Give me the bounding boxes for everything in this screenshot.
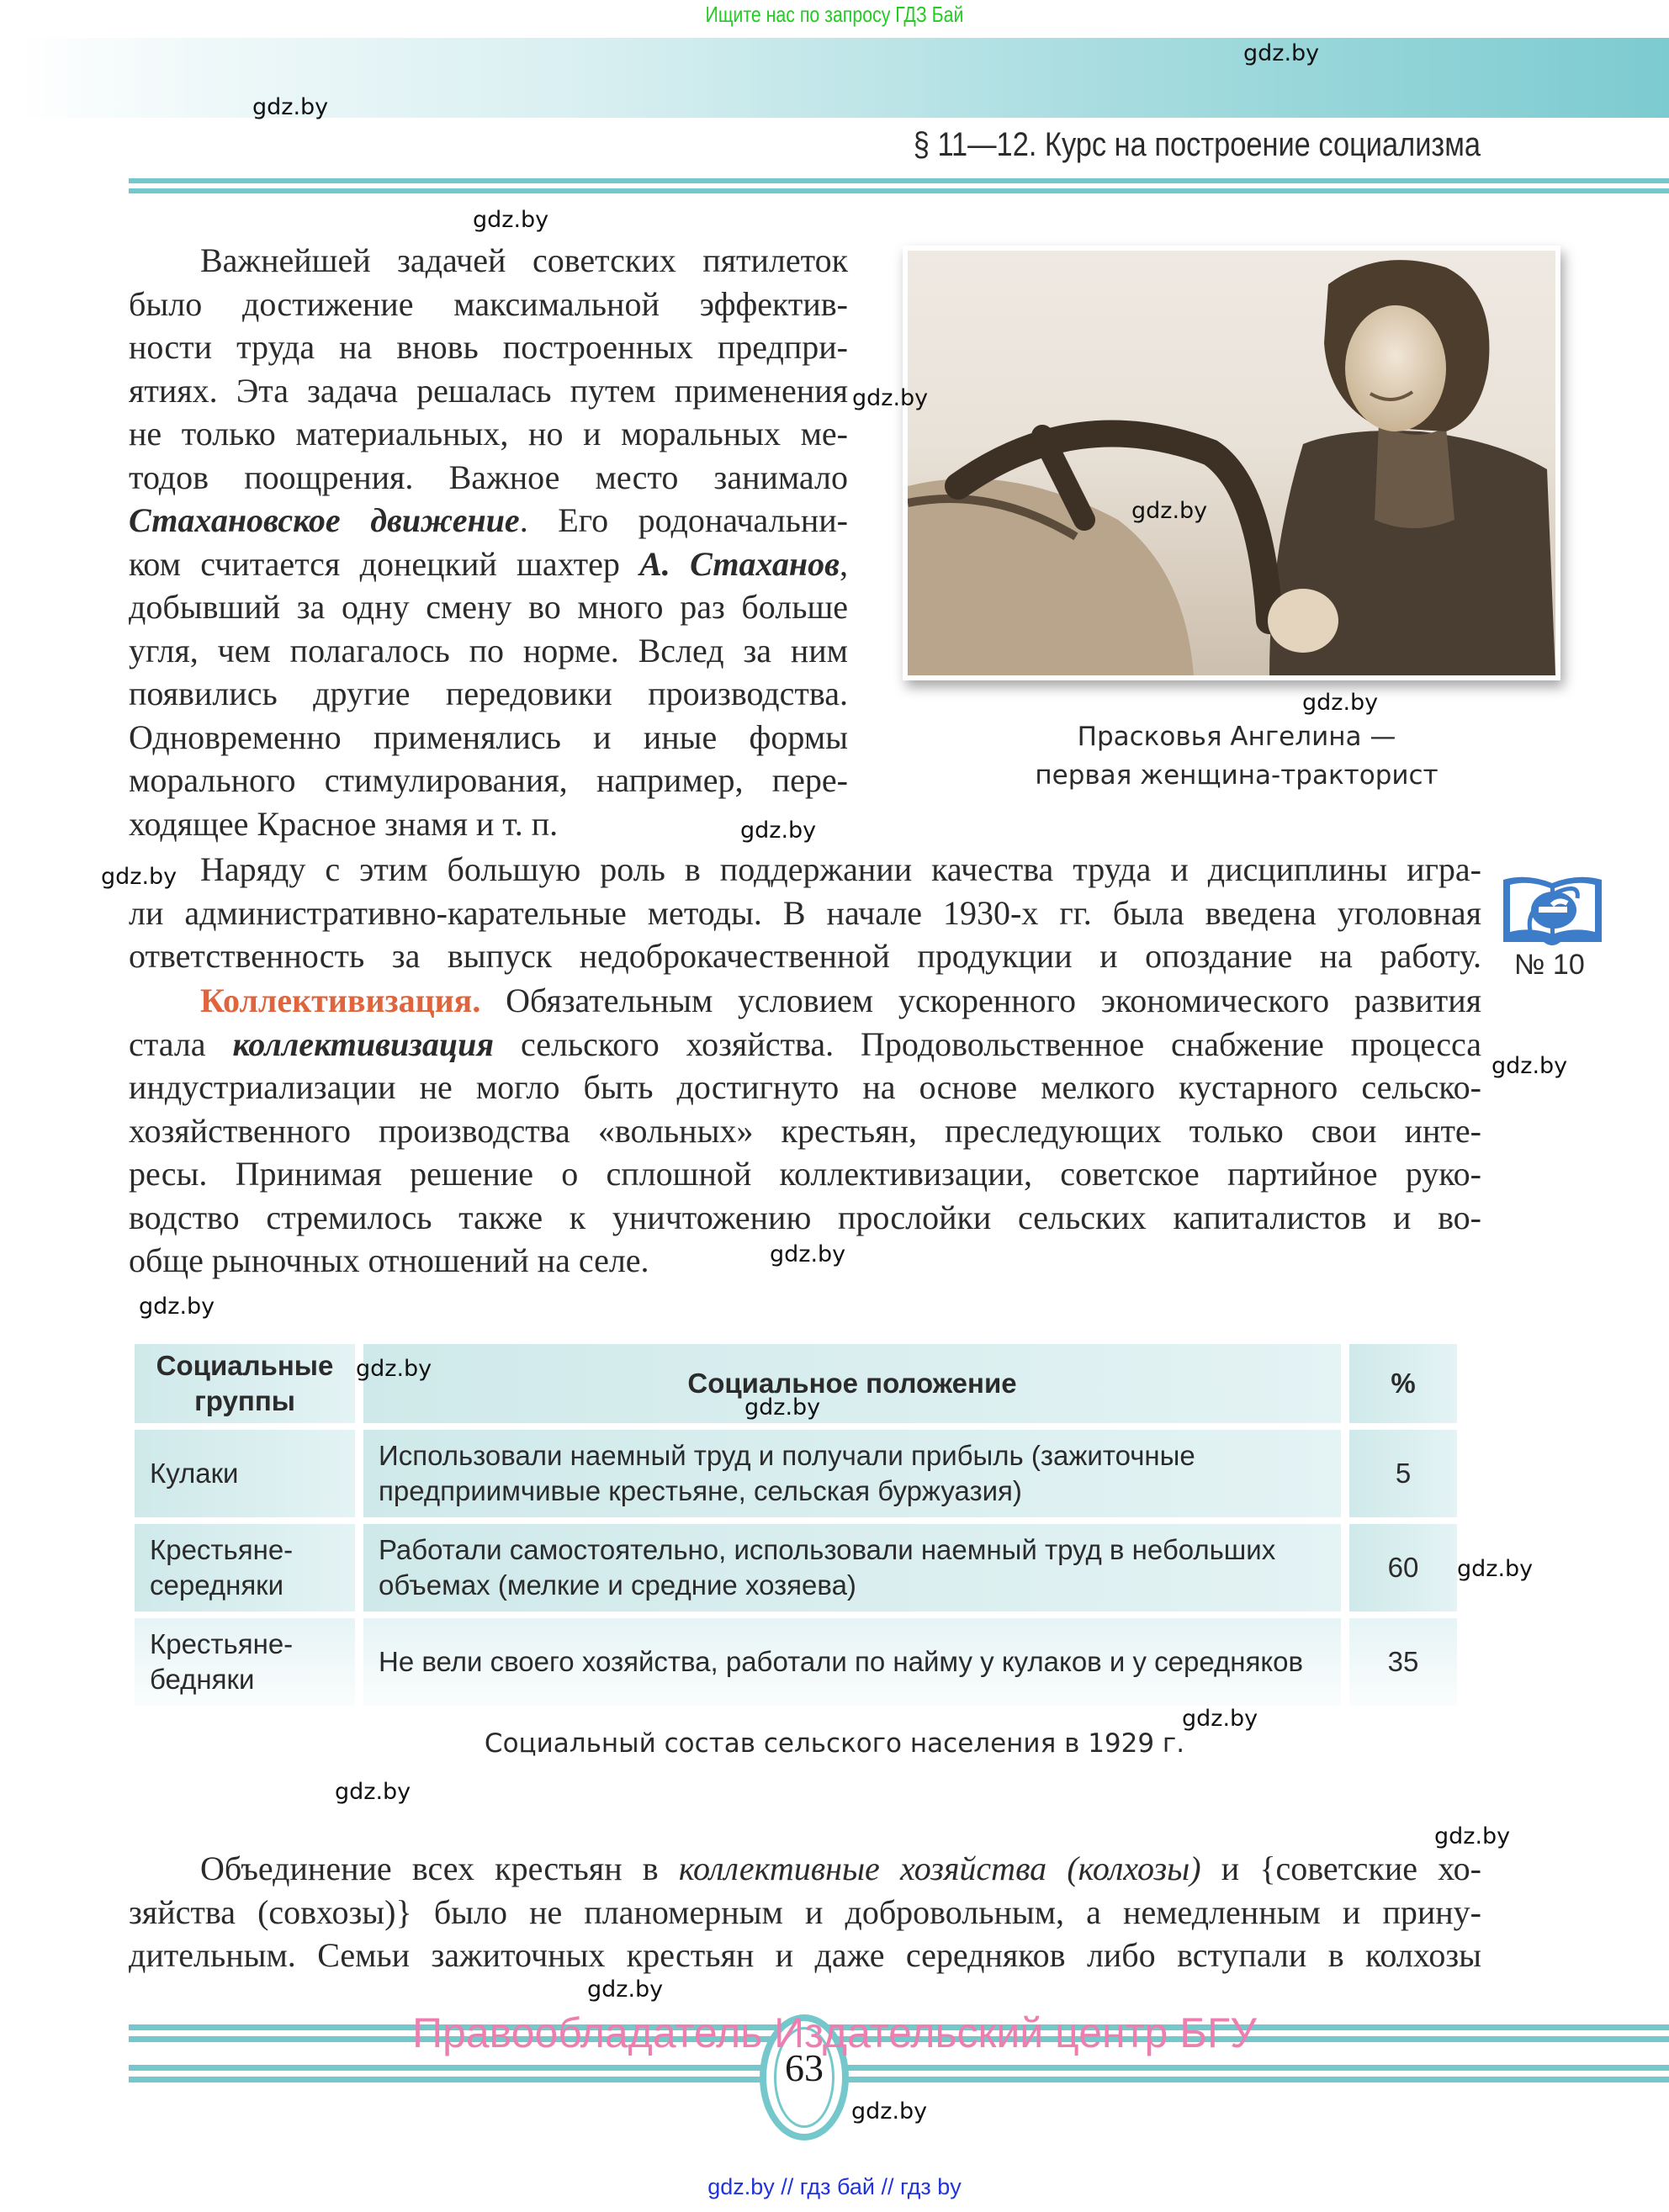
gdz-watermark: gdz.by — [1243, 40, 1320, 66]
text-line: дительным. Семьи зажиточных крестьян и даже середняков либо вступали в колхозы — [129, 1936, 1481, 1974]
photo-caption-line2: первая женщина-тракторист — [1035, 760, 1439, 791]
text-line: зяйства (совхозы)} было не планомерным и добровольным, а немедленным и прину- — [129, 1892, 1481, 1931]
text-line: морального стимулирования, например, пере- — [129, 761, 848, 799]
gdz-watermark: gdz.by — [335, 1779, 411, 1805]
cell-group: Кулаки — [135, 1430, 355, 1517]
footer-rule-3 — [129, 2065, 1669, 2071]
paragraph-collectivization — [129, 979, 1481, 1283]
header-rule-1 — [129, 178, 1669, 183]
gdz-watermark: gdz.by — [101, 864, 177, 890]
cell-position: Не вели своего хозяйства, работали по найму у кулаков и у середняков — [363, 1618, 1341, 1706]
text-line: тодов поощрения. Важное место занимало — [129, 458, 848, 496]
gdz-watermark: gdz.by — [1302, 690, 1379, 716]
gdz-watermark: gdz.by — [139, 1294, 215, 1320]
footer-rule-4 — [129, 2077, 1669, 2082]
gdz-watermark: gdz.by — [1457, 1556, 1534, 1582]
text-line: Стахановское движение. Его родоначальни- — [129, 501, 848, 539]
text-line: стала коллективизация сельского хозяйства. Продовольственное снабжение процесса — [129, 1024, 1482, 1063]
header-rule-2 — [129, 188, 1669, 193]
table-row — [135, 1430, 1457, 1517]
cell-percent: 60 — [1349, 1524, 1457, 1611]
copyright-watermark: Правообладатель Издательский центр БГУ — [412, 2009, 1257, 2056]
gdz-watermark: gdz.by — [1492, 1053, 1568, 1079]
table-row — [135, 1524, 1457, 1611]
text-line: ли административно-карательные методы. В начале 1930-х гг. была введена уголовная — [129, 893, 1481, 932]
gdz-watermark: gdz.by — [1131, 498, 1208, 524]
gdz-watermark: gdz.by — [356, 1356, 432, 1382]
text-line: угля, чем полагалось по норме. Вслед за ним — [129, 631, 848, 669]
photo-caption-line1: Прасковья Ангелина — — [1077, 722, 1396, 752]
text-line: хозяйственного производства «вольных» крестьян, преследующих только свои инте- — [129, 1111, 1481, 1150]
text-line: индустриализации не могло быть достигнуто на основе мелкого кустарного сельско- — [129, 1068, 1481, 1106]
text-line: ком считается донецкий шахтер А. Стаханов, — [129, 544, 848, 583]
text-line: было достижение максимальной эффектив- — [129, 284, 848, 323]
gdz-watermark: gdz.by — [473, 207, 549, 233]
gdz-watermark: gdz.by — [851, 2098, 928, 2125]
text-line: появились другие передовики производства. — [129, 675, 848, 712]
text-line: водство стремилось также к уничтожению прослойки сельских капиталистов и во- — [129, 1198, 1481, 1236]
gdz-watermark: gdz.by — [744, 1394, 821, 1421]
cell-position: Использовали наемный труд и получали прибыль (зажиточные предприимчивые крестьяне, сельская буржуазия) — [363, 1430, 1341, 1517]
section-title: § 11—12. Курс на построение социализма — [913, 126, 1481, 163]
text-line: Объединение всех крестьян в коллективные хозяйства (колхозы) и {советские хо- — [200, 1850, 1481, 1887]
column-header-groups: Социальные группы — [135, 1344, 355, 1423]
footer-links[interactable]: gdz.by // гдз бай // гдз by — [707, 2174, 962, 2199]
column-header-percent: % — [1349, 1344, 1457, 1423]
table-row — [135, 1618, 1457, 1706]
text-line: не только материальных, но и моральных ме- — [129, 415, 848, 452]
page-number: 63 — [785, 2046, 824, 2089]
text-line: обще рыночных отношений на селе. — [129, 1241, 649, 1279]
gdz-watermark: gdz.by — [587, 1977, 664, 2003]
gdz-watermark: gdz.by — [740, 818, 817, 844]
photo-angelina — [903, 246, 1560, 680]
e-book-icon — [1500, 873, 1605, 947]
cell-position: Работали самостоятельно, использовали наемный труд в небольших объемах (мелкие и средние хозяева) — [363, 1524, 1341, 1611]
social-groups-table — [126, 1337, 1465, 1712]
text-line: Одновременно применялись и иные формы — [129, 717, 848, 756]
paragraph-stakhanov — [129, 239, 848, 845]
text-line: Наряду с этим большую роль в поддержании качества труда и дисциплины игра- — [200, 850, 1481, 888]
tractor-driver-illustration — [908, 251, 1555, 675]
cell-percent: 5 — [1349, 1430, 1457, 1517]
top-search-banner: Ищите нас по запросу ГДЗ Бай — [705, 2, 964, 27]
text-line: добывший за одну смену во много раз больше — [129, 588, 848, 626]
paragraph-kolkhoz — [129, 1847, 1481, 1977]
text-line: ности труда на вновь построенных предпри- — [129, 328, 848, 366]
text-line: ятиях. Эта задача решалась путем применения — [129, 371, 848, 410]
cell-percent: 35 — [1349, 1618, 1457, 1706]
column-header-position: Социальное положение — [363, 1344, 1341, 1423]
e-resource-number: № 10 — [1514, 949, 1585, 981]
text-line: ответственность за выпуск недоброкачественной продукции и опоздание на работу. — [129, 937, 1481, 975]
section-heading-collectivization: Коллективизация. — [200, 982, 481, 1019]
text-line: ресы. Принимая решение о сплошной коллективизации, советское партийное руко- — [129, 1155, 1481, 1193]
paragraph-discipline — [129, 848, 1481, 978]
text-line: Важнейшей задачей советских пятилеток — [200, 241, 848, 279]
gdz-watermark: gdz.by — [770, 1241, 846, 1267]
table-caption: Социальный состав сельского населения в 1929 г. — [484, 1728, 1185, 1759]
gdz-watermark: gdz.by — [852, 385, 929, 411]
gdz-watermark: gdz.by — [1434, 1823, 1511, 1850]
gdz-watermark: gdz.by — [252, 94, 329, 120]
text-line: Коллективизация. Обязательным условием ускоренного экономического развития — [200, 982, 1481, 1019]
gdz-watermark: gdz.by — [1182, 1706, 1258, 1732]
e-resource-link[interactable] — [1500, 873, 1605, 947]
cell-group: Крестьяне-середняки — [135, 1524, 355, 1611]
cell-group: Крестьяне-бедняки — [135, 1618, 355, 1706]
text-line: ходящее Красное знамя и т. п. — [129, 804, 559, 843]
